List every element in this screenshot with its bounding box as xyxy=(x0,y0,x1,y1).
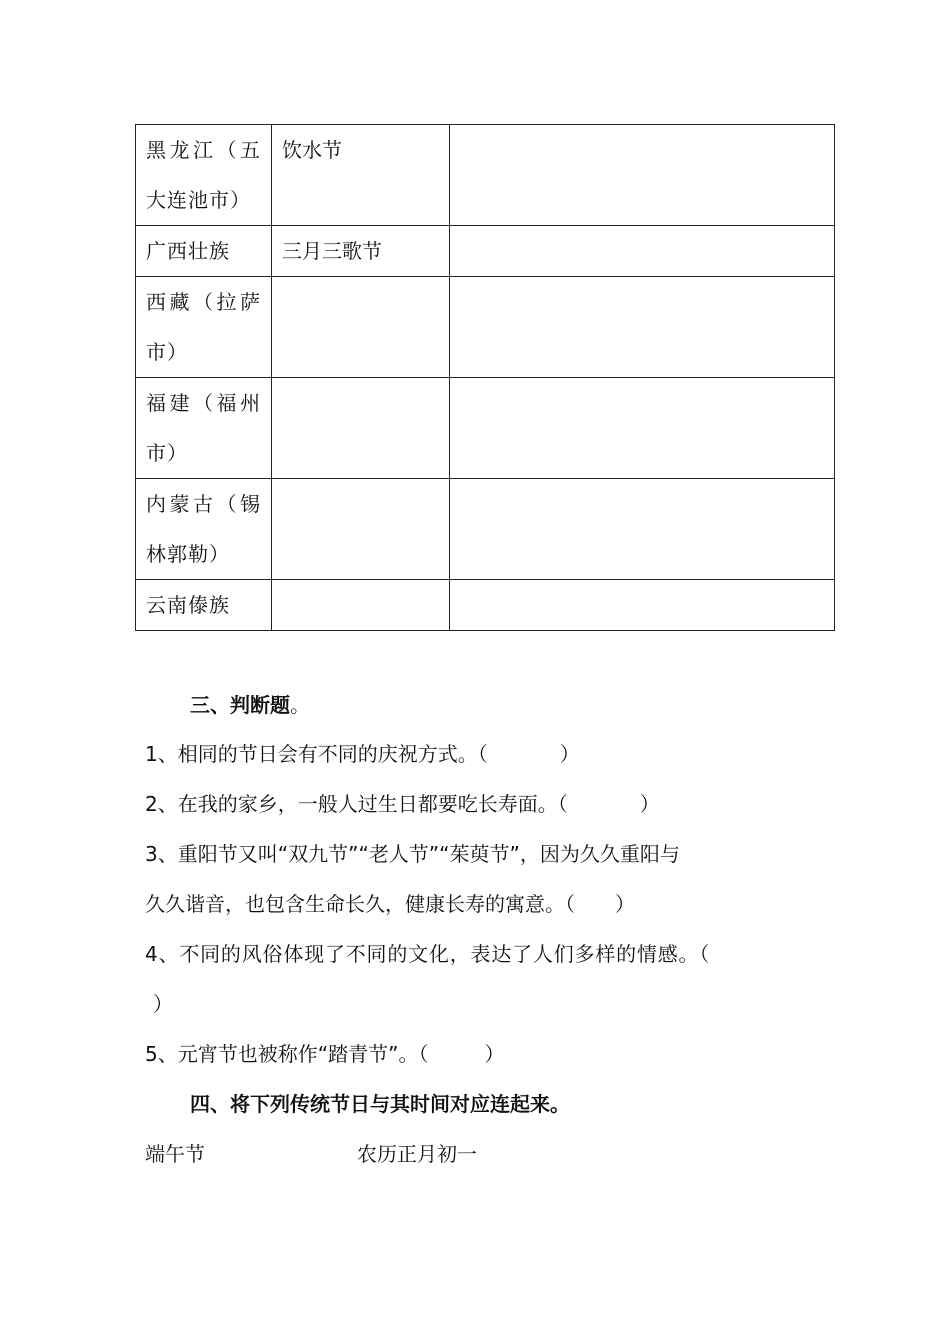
custom-cell xyxy=(450,277,835,378)
question-text: 1、相同的节日会有不同的庆祝方式。（ xyxy=(145,742,488,766)
festival-text: 饮水节 xyxy=(282,138,342,162)
region-text: 云南傣族 xyxy=(146,593,230,617)
region-text: 福建（福州市） xyxy=(146,391,261,465)
custom-cell xyxy=(450,378,835,479)
region-cell xyxy=(136,125,272,226)
question-3-line-1 xyxy=(145,839,680,869)
table-row xyxy=(136,378,835,479)
question-close: ） xyxy=(153,992,173,1016)
custom-cell xyxy=(450,125,835,226)
question-close: ） xyxy=(639,792,660,816)
festival-cell xyxy=(272,580,450,631)
table-row xyxy=(136,277,835,378)
festival-match-item[interactable]: 端午节 xyxy=(145,1142,205,1166)
region-text: 广西壮族 xyxy=(146,239,230,263)
festival-cell xyxy=(272,479,450,580)
question-text: 久久谐音，也包含生命长久，健康长寿的寓意。（ xyxy=(145,892,575,916)
festival-text: 三月三歌节 xyxy=(282,239,382,263)
question-1 xyxy=(145,739,580,769)
table-row xyxy=(136,226,835,277)
festival-customs-table xyxy=(135,124,835,631)
question-3-line-2 xyxy=(145,889,635,919)
section-3-title: 三、判断题 xyxy=(190,693,290,717)
section-3-heading xyxy=(190,690,310,720)
table-row xyxy=(136,479,835,580)
table-row xyxy=(136,580,835,631)
question-2 xyxy=(145,789,660,819)
region-text: 西藏（拉萨市） xyxy=(146,290,261,364)
region-cell xyxy=(136,479,272,580)
festival-cell xyxy=(272,277,450,378)
region-cell xyxy=(136,277,272,378)
table-row xyxy=(136,125,835,226)
section-3-title-end: 。 xyxy=(290,693,310,717)
question-text: 3、重阳节又叫“双九节”“老人节”“茱萸节”，因为久久重阳与 xyxy=(145,842,680,866)
question-close: ） xyxy=(615,892,635,916)
custom-cell xyxy=(450,226,835,277)
question-text: 2、在我的家乡，一般人过生日都要吃长寿面。（ xyxy=(145,792,568,816)
region-text: 内蒙古（锡林郭勒） xyxy=(146,492,261,566)
custom-cell xyxy=(450,580,835,631)
question-close: ） xyxy=(484,1042,505,1066)
custom-cell xyxy=(450,479,835,580)
festival-cell xyxy=(272,125,450,226)
question-text: 5、元宵节也被称作“踏青节”。（ xyxy=(145,1042,429,1066)
region-cell xyxy=(136,226,272,277)
region-cell xyxy=(136,580,272,631)
question-4-line-2 xyxy=(145,989,173,1019)
region-text: 黑龙江（五大连池市） xyxy=(146,138,261,212)
festival-cell xyxy=(272,378,450,479)
region-cell xyxy=(136,378,272,479)
festival-cell xyxy=(272,226,450,277)
question-5 xyxy=(145,1039,504,1069)
section-4-heading: 四、将下列传统节日与其时间对应连起来。 xyxy=(190,1092,570,1116)
date-match-item[interactable]: 农历正月初一 xyxy=(357,1142,477,1166)
question-4-line-1 xyxy=(145,939,710,969)
question-close: ） xyxy=(559,742,580,766)
question-text: 4、不同的风俗体现了不同的文化，表达了人们多样的情感。（ xyxy=(145,942,711,966)
